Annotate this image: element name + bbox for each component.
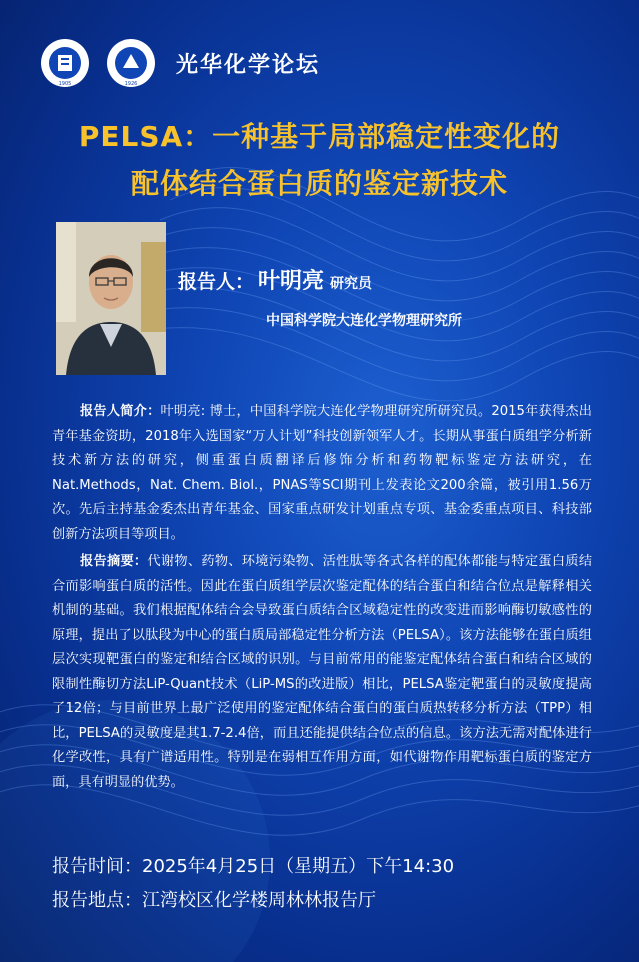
- speaker-title: 研究员: [330, 276, 373, 292]
- speaker-label: 报告人：: [178, 271, 255, 293]
- poster-title-line2: 配体结合蛋白质的鉴定新技术: [130, 167, 508, 200]
- svg-text:1905: 1905: [58, 81, 72, 87]
- speaker-name: 叶明亮: [258, 269, 325, 294]
- bio-label: 报告人简介：: [80, 404, 161, 419]
- talk-abstract: [52, 550, 592, 795]
- event-place: 报告地点：江湾校区化学楼周林林报告厅: [52, 890, 376, 911]
- fudan-chemistry-logo: [106, 38, 156, 88]
- event-time: 报告时间：2025年4月25日（星期五）下午14:30: [52, 856, 455, 877]
- speaker-photo: [56, 222, 166, 375]
- bio-text: 叶明亮: 博士，中国科学院大连化学物理研究所研究员。2015年获得杰出青年基金资助，2018年入选国家“万人计划”科技创新领军人才。长期从事蛋白质组学分析新技术新方法的研究，侧重蛋白质翻译后修饰分析和药物靶标鉴定方法研究，在Nat.Methods，Nat. Chem. Biol.，PNAS等SCI期刊上发表论文200余篇，被引用1.56万次。先后主持基金委杰出青年基金、国家重点研发计划重点专项、基金委重点项目、科技部创新方法项目等项目。: [52, 404, 592, 542]
- abstract-label: 报告摘要：: [80, 554, 148, 569]
- speaker-info: [178, 264, 372, 295]
- speaker-institution: 中国科学院大连化学物理研究所: [266, 313, 462, 329]
- forum-title: 光华化学论坛: [176, 53, 321, 78]
- abstract-text: 代谢物、药物、环境污染物、活性肽等各式各样的配体都能与特定蛋白质结合而影响蛋白质的活性。因此在蛋白质组学层次鉴定配体的结合蛋白和结合位点是解释相关机制的基础。我们根据配体结合会导致蛋白质结合区域稳定性的改变进而影响酶切敏感性的原理，提出了以肽段为中心的蛋白质局部稳定性分析方法（PELSA）。该方法能够在蛋白质组层次实现靶蛋白的鉴定和结合区域的识别。与目前常用的能鉴定配体结合蛋白和结合区域的限制性酶切方法LiP-Quant技术（LiP-MS的改进版）相比，PELSA鉴定靶蛋白的灵敏度提高了12倍；与目前世界上最广泛使用的鉴定配体结合蛋白的蛋白质热转移分析方法（TPP）相比，PELSA的灵敏度是其1.7-2.4倍，而且还能提供结合位点的信息。该方法无需对配体进行化学改性，具有广谱适用性。特别是在弱相互作用方面，如代谢物作用靶标蛋白质的鉴定方面，具有明显的优势。: [52, 554, 593, 790]
- speaker-bio: [52, 400, 592, 547]
- poster-title-line1: PELSA：一种基于局部稳定性变化的: [78, 120, 561, 153]
- fudan-university-logo: [40, 38, 90, 88]
- svg-text:1926: 1926: [124, 81, 138, 87]
